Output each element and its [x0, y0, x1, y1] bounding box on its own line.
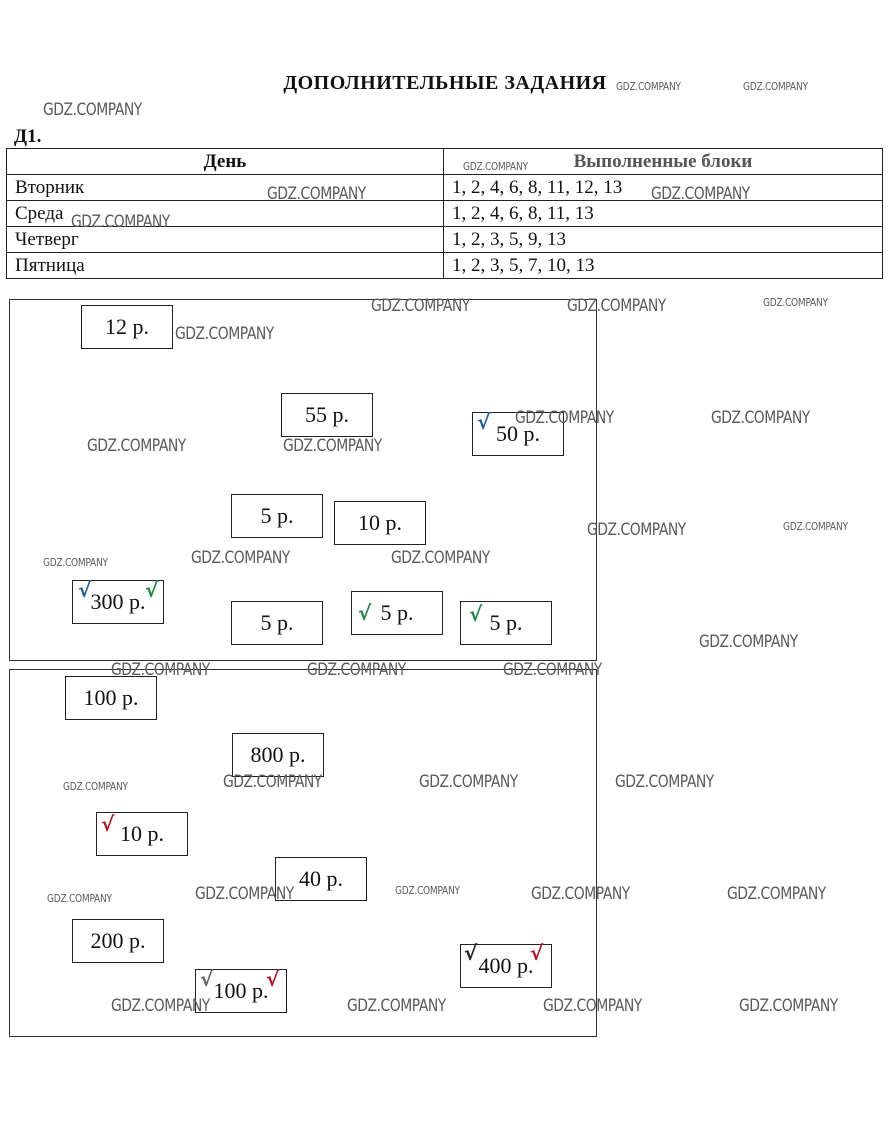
coin-card: 100 р. [65, 676, 157, 720]
page-title: ДОПОЛНИТЕЛЬНЫЕ ЗАДАНИЯ [283, 72, 607, 94]
watermark: GDZ.COMPANY [587, 520, 686, 540]
watermark: GDZ.COMPANY [419, 772, 518, 792]
blocks-cell: 1, 2, 3, 5, 9, 13 [444, 227, 883, 253]
check-mark-icon: √ [145, 578, 159, 602]
day-cell: Среда [7, 201, 444, 227]
watermark: GDZ.COMPANY [195, 884, 294, 904]
check-mark-icon: √ [469, 602, 483, 626]
check-mark-icon: √ [101, 812, 115, 836]
watermark: GDZ.COMPANY [615, 772, 714, 792]
watermark: GDZ.COMPANY [175, 324, 274, 344]
table-header-row [7, 149, 883, 175]
watermark: GDZ.COMPANY [531, 884, 630, 904]
watermark: GDZ.COMPANY [43, 100, 142, 120]
watermark: GDZ.COMPANY [651, 184, 750, 204]
watermark: GDZ.COMPANY [371, 296, 470, 316]
coin-card: 50 р. [472, 412, 564, 456]
watermark: GDZ.COMPANY [543, 996, 642, 1016]
coin-card: 100 р. [195, 969, 287, 1013]
watermark: GDZ.COMPANY [616, 80, 681, 93]
coin-card: 55 р. [281, 393, 373, 437]
watermark: GDZ.COMPANY [71, 212, 170, 232]
coin-card: 300 р. [72, 580, 164, 624]
coin-card: 200 р. [72, 919, 164, 963]
watermark: GDZ.COMPANY [739, 996, 838, 1016]
watermark: GDZ.COMPANY [347, 996, 446, 1016]
blocks-cell: 1, 2, 4, 6, 8, 11, 12, 13 [444, 175, 883, 201]
watermark: GDZ.COMPANY [191, 548, 290, 568]
watermark: GDZ.COMPANY [43, 556, 108, 569]
watermark: GDZ.COMPANY [567, 296, 666, 316]
watermark: GDZ.COMPANY [391, 548, 490, 568]
watermark: GDZ.COMPANY [223, 772, 322, 792]
watermark: GDZ.COMPANY [63, 780, 128, 793]
coin-card: 12 р. [81, 305, 173, 349]
check-mark-icon: √ [200, 967, 214, 991]
check-mark-icon: √ [358, 601, 372, 625]
day-cell: Пятница [7, 253, 444, 279]
watermark: GDZ.COMPANY [503, 660, 602, 680]
coin-card: 5 р. [351, 591, 443, 635]
watermark: GDZ.COMPANY [111, 996, 210, 1016]
coin-card: 5 р. [231, 601, 323, 645]
coin-card: 5 р. [231, 494, 323, 538]
coin-card: 10 р. [96, 812, 188, 856]
watermark: GDZ.COMPANY [463, 160, 528, 173]
coin-card: 40 р. [275, 857, 367, 901]
watermark: GDZ.COMPANY [515, 408, 614, 428]
blocks-cell: 1, 2, 3, 5, 7, 10, 13 [444, 253, 883, 279]
coin-card: 10 р. [334, 501, 426, 545]
watermark: GDZ.COMPANY [727, 884, 826, 904]
watermark: GDZ.COMPANY [711, 408, 810, 428]
day-cell: Четверг [7, 227, 444, 253]
watermark: GDZ.COMPANY [699, 632, 798, 652]
check-mark-icon: √ [266, 967, 280, 991]
coin-card: 400 р. [460, 944, 552, 988]
watermark: GDZ.COMPANY [763, 296, 828, 309]
watermark: GDZ.COMPANY [283, 436, 382, 456]
blocks-cell: 1, 2, 4, 6, 8, 11, 13 [444, 201, 883, 227]
watermark: GDZ.COMPANY [783, 520, 848, 533]
check-mark-icon: √ [530, 941, 544, 965]
watermark: GDZ.COMPANY [111, 660, 210, 680]
check-mark-icon: √ [477, 410, 491, 434]
column-header-day: День [7, 149, 444, 175]
table-row [7, 175, 883, 201]
watermark: GDZ.COMPANY [267, 184, 366, 204]
watermark: GDZ.COMPANY [307, 660, 406, 680]
watermark: GDZ.COMPANY [743, 80, 808, 93]
coin-card: 800 р. [232, 733, 324, 777]
column-header-blocks: Выполненные блоки [444, 149, 883, 175]
watermark: GDZ.COMPANY [47, 892, 112, 905]
check-mark-icon: √ [78, 578, 92, 602]
watermark: GDZ.COMPANY [87, 436, 186, 456]
table-row [7, 253, 883, 279]
watermark: GDZ.COMPANY [395, 884, 460, 897]
coin-card: 5 р. [460, 601, 552, 645]
day-cell: Вторник [7, 175, 444, 201]
check-mark-icon: √ [464, 941, 478, 965]
task-label: Д1. [14, 126, 42, 147]
